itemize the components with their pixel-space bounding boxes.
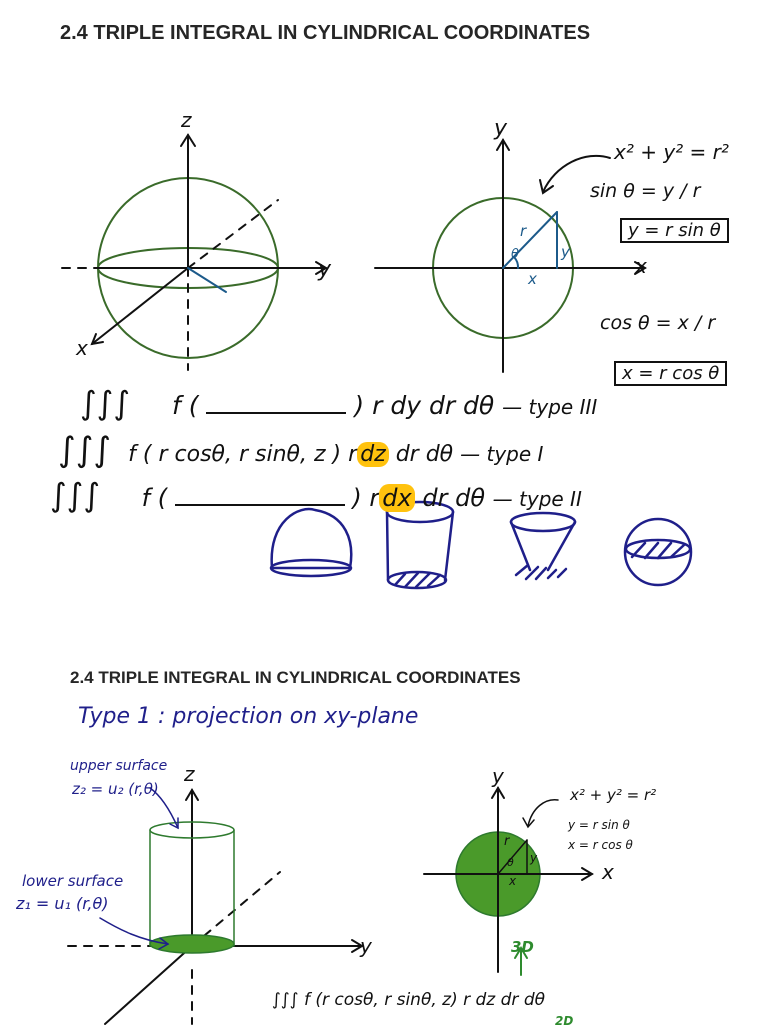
highlighted-dz: dz (357, 442, 389, 467)
integral-row-type-3 (80, 384, 597, 422)
upper-surface-label: upper surface (70, 758, 168, 774)
integral-symbol: ∫∫∫ (58, 430, 112, 470)
x-equation: x = r cos θ (614, 361, 727, 386)
page-gap (0, 640, 768, 650)
circle-theta-label: θ (511, 247, 519, 262)
y-equation: y = r sin θ (620, 218, 729, 243)
function-close: ) (332, 442, 342, 467)
sphere-diagram (62, 135, 326, 370)
cone-sketch (511, 513, 575, 579)
upper-surface-equation: z₂ = u₂ (r,θ) (72, 780, 159, 798)
function-open: f ( (171, 391, 199, 420)
jacobian-r: r (348, 442, 358, 467)
circle-y-label: y (494, 116, 508, 141)
integral-symbol: ∫∫∫ (80, 384, 131, 422)
sphere-x-label: x (76, 336, 88, 360)
disk-y-equation: y = r sin θ (568, 818, 630, 832)
disk-theta-label: θ (507, 856, 514, 869)
type-label: — type I (460, 442, 544, 466)
sphere-y-label: y (318, 257, 332, 282)
differentials: dr dθ (395, 442, 454, 467)
blank-args (175, 504, 345, 506)
disk-circle-equation: x² + y² = r² (570, 786, 657, 804)
cylinder-z-label: z (184, 762, 195, 786)
circle-r-label: r (520, 222, 527, 240)
disk-y-label: y (492, 764, 504, 788)
disk-x-leg-label: x (509, 874, 517, 888)
function-args: r cosθ, r sinθ, z (158, 442, 326, 467)
page-2-drawings (0, 650, 768, 1024)
region-sketches (271, 502, 691, 588)
cylinder-base (150, 935, 234, 953)
page-2 (0, 650, 768, 1028)
unit-circle-diagram (375, 140, 645, 372)
function-open: f ( (128, 442, 152, 467)
page-2-title: 2.4 TRIPLE INTEGRAL IN CYLINDRICAL COORDINATES (70, 668, 521, 687)
jacobian-r: r (369, 484, 380, 512)
lower-surface-label: lower surface (22, 872, 124, 890)
function-close: ) (352, 484, 362, 512)
circle-x-label: x (635, 254, 647, 278)
disk-diagram (424, 788, 592, 975)
integral-row-type-1 (58, 430, 543, 470)
cylinder-sketch (387, 502, 453, 588)
page-1-title: 2.4 TRIPLE INTEGRAL IN CYLINDRICAL COORDINATES (60, 22, 591, 44)
cylinder-diagram (68, 788, 362, 1024)
differentials: dr dθ (422, 484, 486, 512)
circle-y-leg-label: y (561, 243, 570, 261)
sphere-z-label: z (181, 108, 192, 132)
sin-definition: sin θ = y / r (590, 180, 701, 202)
ball-sketch (625, 519, 691, 585)
circle-x-leg-label: x (528, 270, 537, 288)
label-2d: 2D (555, 1014, 574, 1028)
highlighted-dx: dx (379, 484, 414, 512)
blank-args (206, 412, 346, 414)
type-label: — type II (492, 487, 582, 511)
cos-definition: cos θ = x / r (600, 312, 716, 334)
function-close: ) (354, 391, 365, 420)
integral-row-type-2 (50, 476, 582, 514)
disk-x-equation: x = r cos θ (568, 838, 633, 852)
disk-y-leg-label: y (530, 851, 538, 865)
function-open: f ( (141, 484, 168, 512)
type-label: — type III (502, 395, 598, 419)
disk-r-label: r (504, 834, 510, 849)
differentials: r dy dr dθ (372, 391, 495, 420)
page-2-integral: ∫∫∫ f (r cosθ, r sinθ, z) r dz dr dθ (272, 990, 546, 1010)
circle-equation: x² + y² = r² (614, 140, 729, 164)
type-heading: Type 1 : projection on xy-plane (78, 704, 419, 729)
disk-x-label: x (602, 860, 614, 884)
integral-symbol: ∫∫∫ (50, 476, 101, 514)
lower-surface-equation: z₁ = u₁ (r,θ) (16, 894, 109, 913)
cylinder-y-label: y (360, 934, 372, 958)
label-3d: 3D (511, 938, 534, 956)
